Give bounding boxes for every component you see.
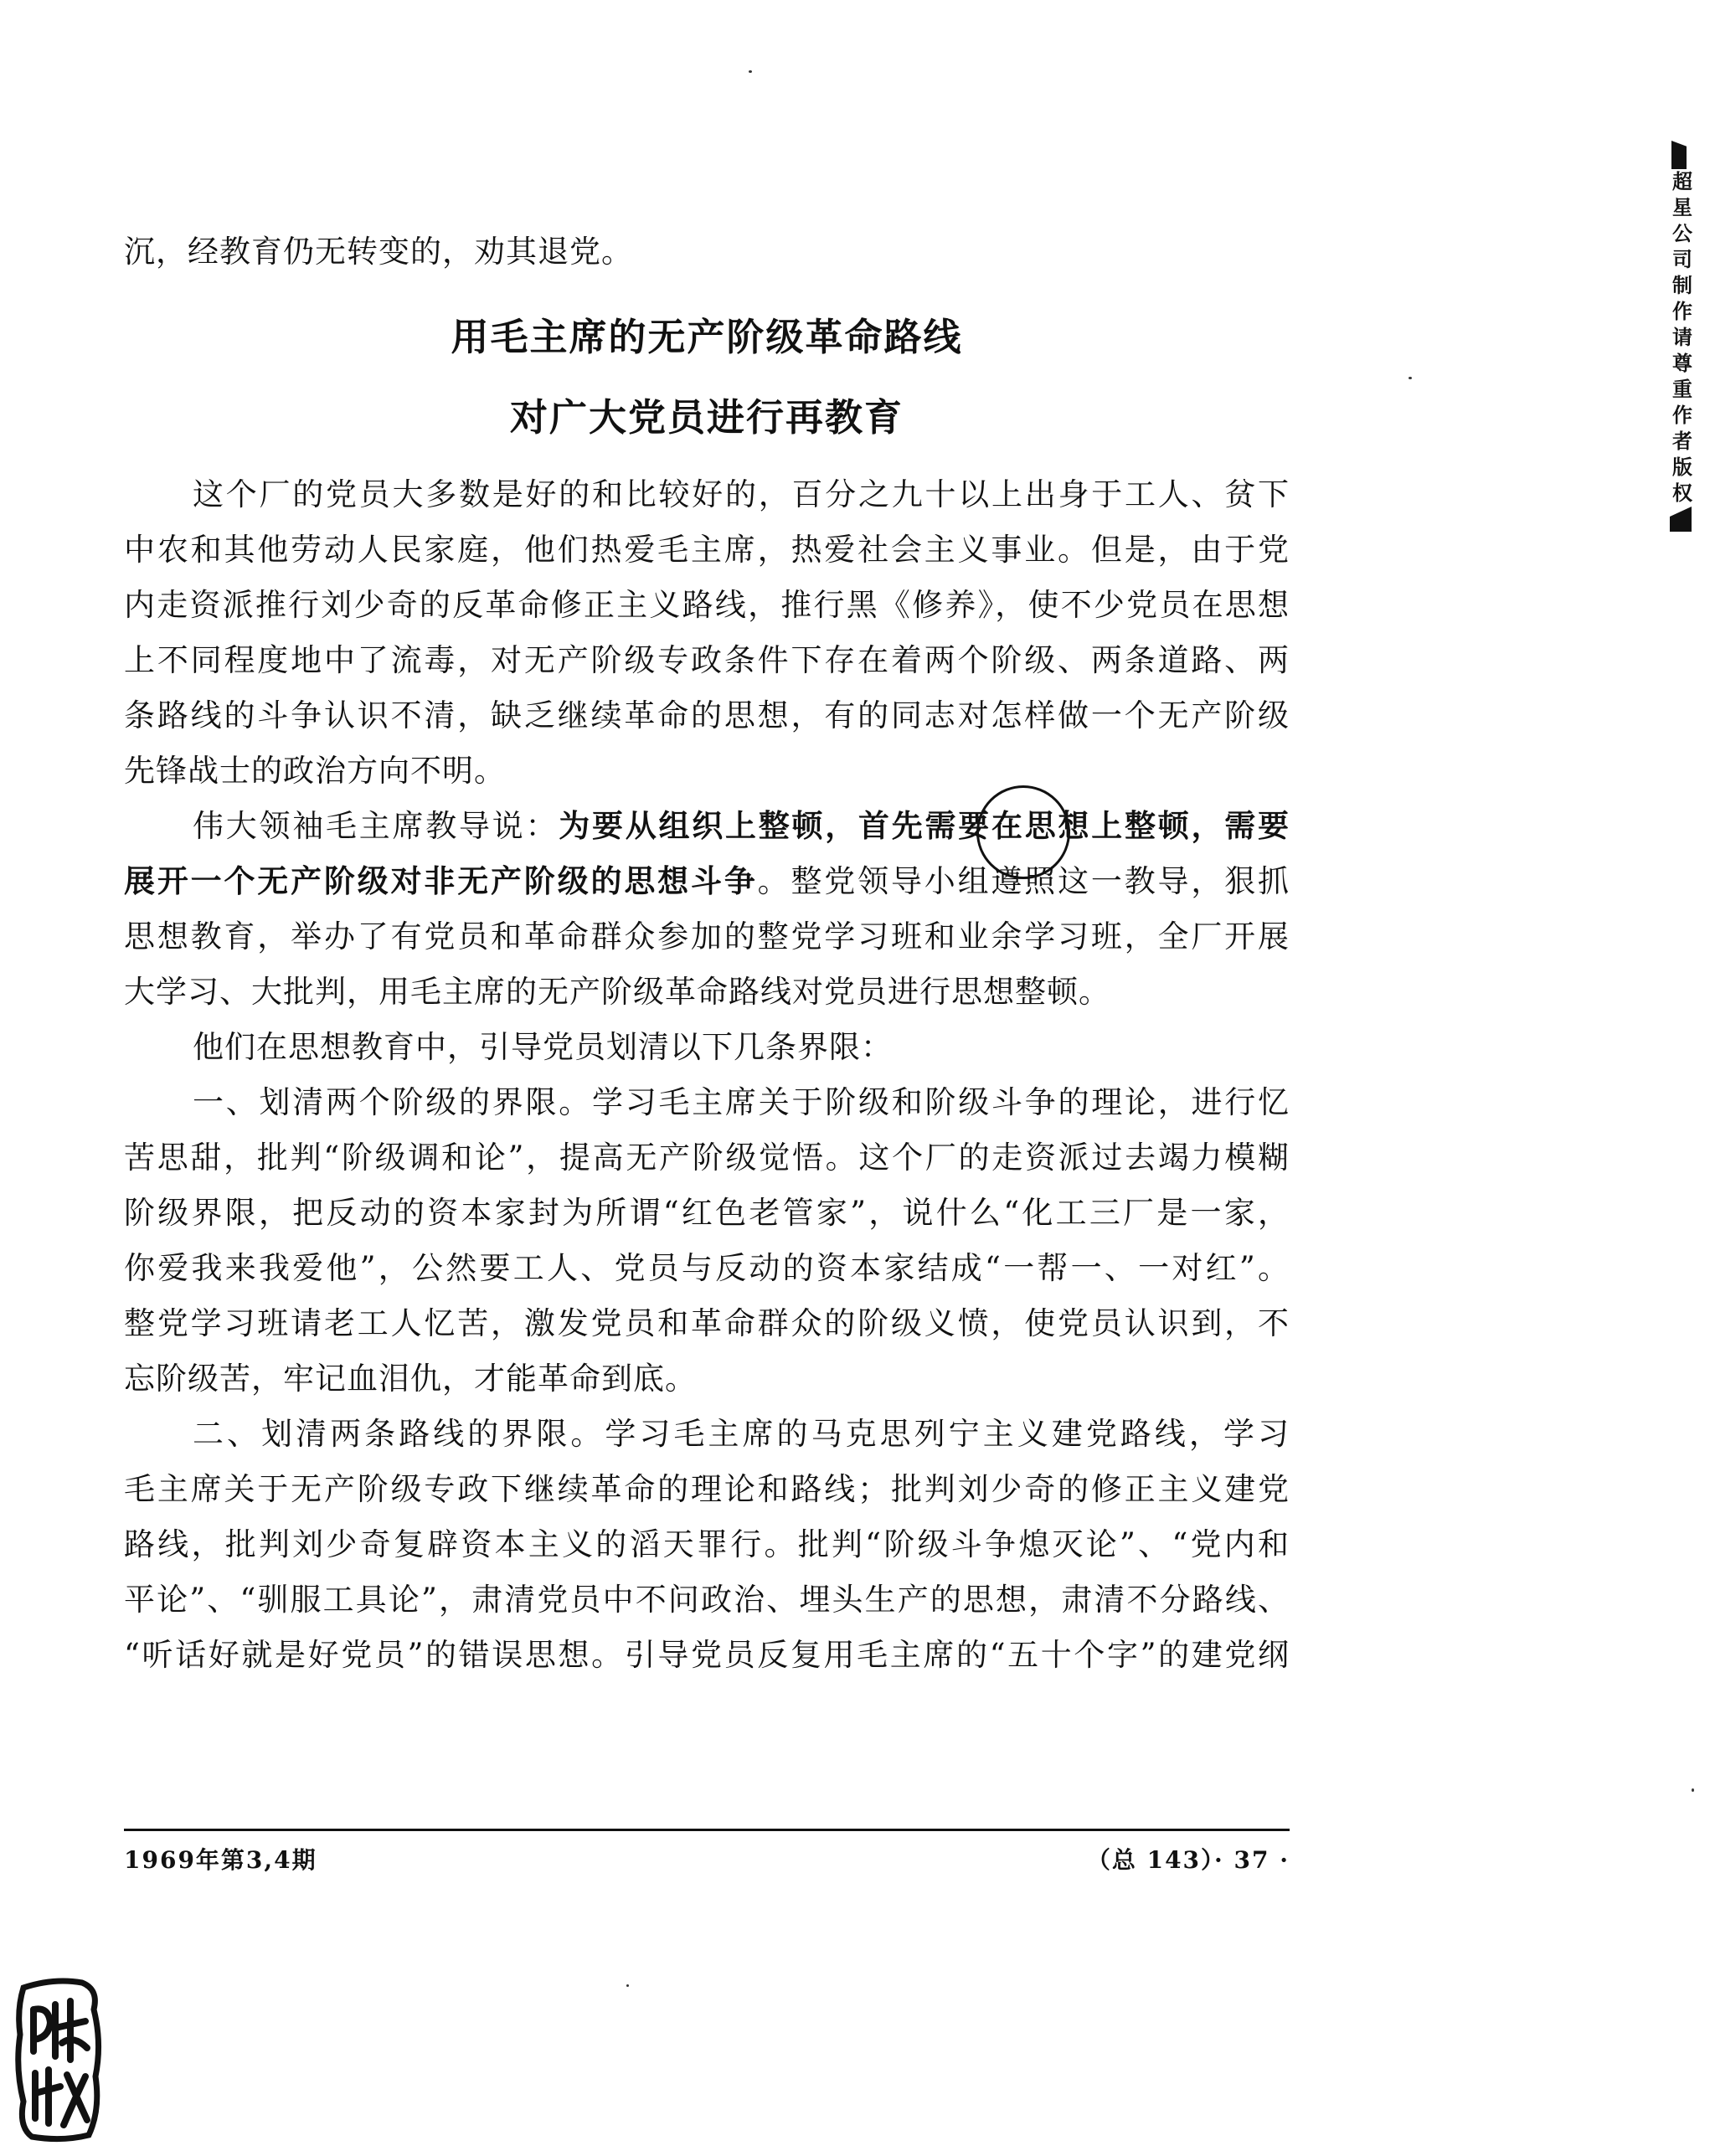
body-line: 阶级界限，把反动的资本家封为所谓“红色老管家”，说什么“化工三厂是一家， — [124, 1195, 1290, 1231]
quote-follow: 。整党领导小组遵照这一教导，狠抓 — [757, 863, 1290, 899]
issue-label: 1969年第3,4期 — [124, 1846, 317, 1874]
page-number: （总 143）· 37 · — [1086, 1846, 1290, 1874]
body-line: 他们在思想教育中，引导党员划清以下几条界限： — [193, 1029, 893, 1065]
scan-speck — [749, 70, 752, 73]
body-line: 你爱我来我爱他”，公然要工人、党员与反动的资本家结成“一帮一、一对红”。 — [124, 1250, 1290, 1286]
body-line: 思想教育，举办了有党员和革命群众参加的整党学习班和业余学习班，全厂开展 — [124, 918, 1290, 955]
body-line: “听话好就是好党员”的错误思想。引导党员反复用毛主席的“五十个字”的建党纲 — [124, 1637, 1290, 1673]
body-line: 先锋战士的政治方向不明。 — [124, 753, 506, 789]
body-line: 内走资派推行刘少奇的反革命修正主义路线，推行黑《修养》，使不少党员在思想 — [124, 587, 1290, 623]
body-line: 上不同程度地中了流毒，对无产阶级专政条件下存在着两个阶级、两条道路、两 — [124, 642, 1290, 678]
quote-lead: 伟大领袖毛主席教导说： — [193, 808, 559, 844]
scan-speck — [626, 1984, 629, 1987]
body-line: 整党学习班请老工人忆苦，激发党员和革命群众的阶级义愤，使党员认识到，不 — [124, 1305, 1290, 1341]
section-title-line-2: 对广大党员进行再教育 — [509, 395, 904, 440]
body-line: 路线，批判刘少奇复辟资本主义的滔天罪行。批判“阶级斗争熄灭论”、“党内和 — [124, 1526, 1290, 1562]
body-line: 大学习、大批判，用毛主席的无产阶级革命路线对党员进行思想整顿。 — [124, 974, 1110, 1010]
scan-speck — [1692, 1788, 1694, 1792]
body-line — [124, 799, 1290, 854]
body-line: 条路线的斗争认识不清，缺乏继续革命的思想，有的同志对怎样做一个无产阶级 — [124, 697, 1290, 733]
article-body — [124, 467, 1290, 1683]
watermark-bar-top — [1671, 141, 1687, 169]
copyright-watermark — [1666, 141, 1703, 532]
body-line: 苦思甜，批判“阶级调和论”，提高无产阶级觉悟。这个厂的走资派过去竭力模糊 — [124, 1140, 1290, 1176]
scan-speck — [1409, 377, 1412, 379]
opening-line: 沉，经教育仍无转变的，劝其退党。 — [124, 234, 633, 270]
watermark-text: 超星公司制作请尊重作者版权 — [1672, 170, 1692, 505]
section-title-line-1: 用毛主席的无产阶级革命路线 — [451, 315, 963, 359]
body-line: 中农和其他劳动人民家庭，他们热爱毛主席，热爱社会主义事业。但是，由于党 — [124, 532, 1290, 568]
seal-stamp-icon — [12, 1976, 106, 2143]
body-line: 忘阶级苦，牢记血泪仇，才能革命到底。 — [124, 1361, 697, 1397]
body-line: 毛主席关于无产阶级专政下继续革命的理论和路线；批判刘少奇的修正主义建党 — [124, 1471, 1290, 1507]
watermark-bar-bottom — [1670, 507, 1692, 532]
body-line: 这个厂的党员大多数是好的和比较好的，百分之九十以上出身于工人、贫下 — [193, 476, 1290, 512]
body-line: 平论”、“驯服工具论”，肃清党员中不问政治、埋头生产的思想，肃清不分路线、 — [124, 1582, 1290, 1618]
footer-divider — [124, 1829, 1290, 1831]
mao-quote: 为要从组织上整顿，首先需要在思想上整顿，需要 — [559, 808, 1290, 844]
mao-quote: 展开一个无产阶级对非无产阶级的思想斗争 — [124, 863, 758, 899]
body-line — [124, 854, 1290, 909]
body-line: 一、划清两个阶级的界限。学习毛主席关于阶级和阶级斗争的理论，进行忆 — [193, 1084, 1290, 1120]
body-line: 二、划清两条路线的界限。学习毛主席的马克思列宁主义建党路线，学习 — [193, 1416, 1290, 1452]
hand-drawn-circle-mark — [976, 785, 1070, 879]
